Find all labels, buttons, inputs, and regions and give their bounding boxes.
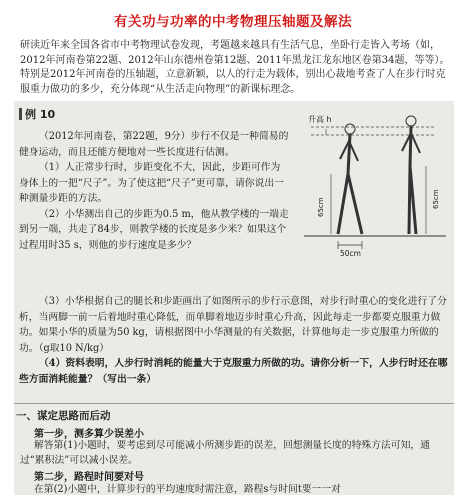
page-title: 有关功与功率的中考物理压轴题及解法 (114, 14, 352, 30)
analysis-step2-text (20, 482, 452, 500)
walking-diagram (296, 109, 454, 259)
question-text (19, 129, 289, 253)
question-text-full (19, 294, 449, 387)
question-paragraph-4: （4）资料表明，人步行时消耗的能量大于克服重力所做的功。请你分析一下，人步行时还在哪些方面消耗能量？（写出一条） (19, 358, 448, 385)
step1-paragraph: 解答第(1)小题时，要考虑到尽可能减小所测步距的误差，回想测量长度的特殊方法可知，通过“累积法”可以减小误差。 (20, 440, 430, 466)
analysis-step2-title: 第二步，路程时间要对号 (34, 472, 144, 483)
intro-paragraph: 研读近年来全国各省市中考物理试卷发现，考题越来越具有生活气息，坐卧行走皆入考场（如，2012年河南卷第22题、2012年山东德州卷第12题、2011年黑龙江龙东地区卷第34题，等等）。特别是2012年河南卷的压轴题，立意新颖，以人的行走为载体，别出心裁地考查了人在步行时克服重力做功的多少，充分体现“从生活走向物理”的新课标理念。 (20, 40, 450, 95)
question-paragraph: （1）人正常步行时，步距变化不大，因此，步距可作为身体上的一把“尺子”。为了使这把“尺子”更可靠，请你说出一种测量步距的方法。 (19, 162, 284, 204)
label-bar (19, 108, 22, 120)
analysis-step1-text (20, 438, 452, 468)
example-label (19, 106, 55, 122)
walking-figure (296, 109, 454, 259)
step2-paragraph: 在第(2)小题中，计算步行的平均速度时需注意，路程s与时间t要一一对 (34, 484, 341, 495)
question-paragraph: （3）小华根据自己的腿长和步距画出了如图所示的步行示意图，对步行时重心的变化进行了分析，当两脚一前一后着地时重心降低，而单脚着地迈步时重心升高，因此每走一步都要克服重力做功。如果小华的质量为50 kg，请根据图中小华测量的有关数据，计算他每走一步克服重力所做的功。（g取10 N/kg） (19, 296, 447, 354)
example-label-text: 例 10 (25, 108, 56, 121)
question-paragraph: （2012年河南卷，第22题，9分）步行不仅是一种简易的健身运动，而且还能方便地对一些长度进行估测。 (19, 131, 289, 158)
figure-label-leg-left: 65cm (317, 197, 325, 217)
analysis-section-title: 一、谋定思路而后动 (16, 410, 111, 422)
question-paragraph: （2）小华测出自己的步距为0.5 m，他从教学楼的一端走到另一端，共走了84步，则教学楼的长度是多少米？如果这个过程用时35 s，则他的步行速度是多少？ (19, 208, 289, 251)
figure-label-step: 50cm (340, 249, 361, 258)
figure-label-rise: 升高 h (308, 115, 332, 124)
figure-label-leg-right: 65cm (432, 189, 440, 209)
analysis-step1-title: 第一步，测多算少误差小 (34, 429, 144, 440)
section-divider (14, 403, 454, 404)
